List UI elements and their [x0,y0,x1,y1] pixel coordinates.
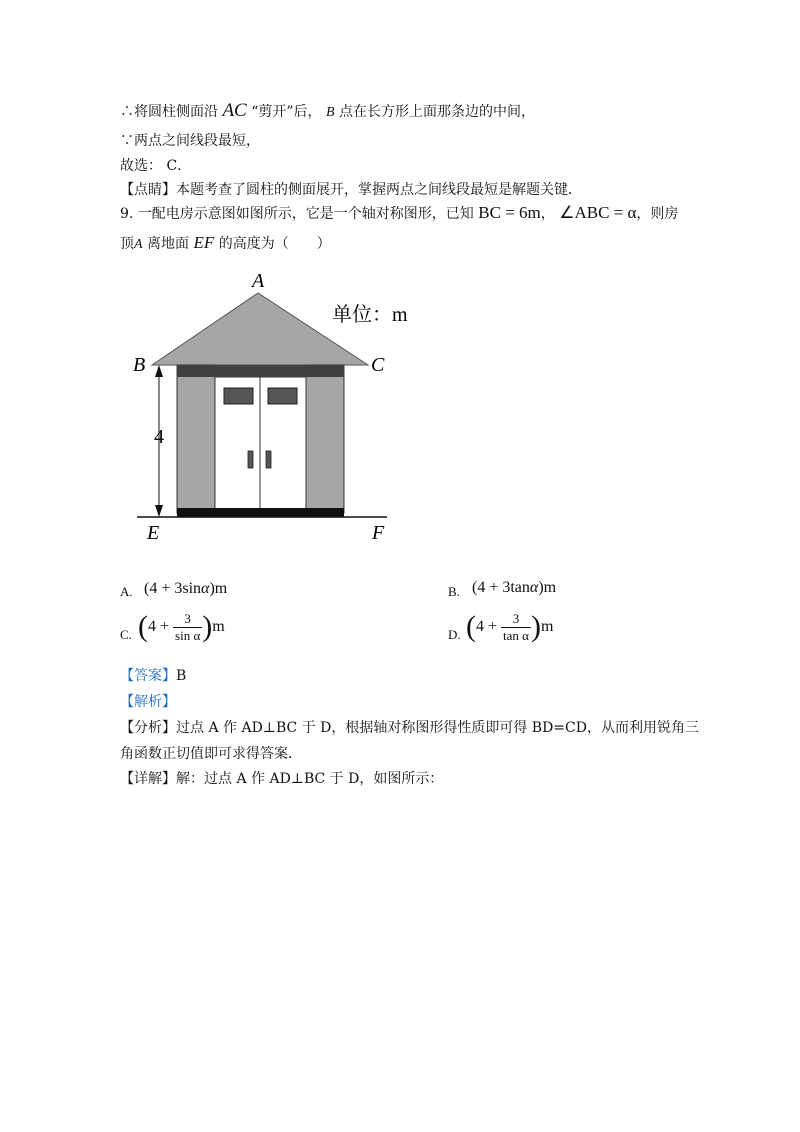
xiangjie-tag: 【详解】 [120,771,176,787]
prev-solution-line-1: ∴将圆柱侧面沿 AC “剪开”后， B 点在长方形上面那条边的中间， [120,100,535,121]
fenxi-line-1: 【分析】过点 A 作 AD⊥BC 于 D，根据轴对称图形得性质即可得 BD=CD，从而利用锐角三 [120,720,699,736]
arrow-up [155,365,163,377]
comment-text: 本题考查了圆柱的侧面展开，掌握两点之间线段最短是解题关键． [176,182,582,198]
beam [177,365,344,377]
option-a-label: A. [120,584,133,599]
option-b[interactable]: (4 + 3tanα)m [472,579,557,596]
right-wall [306,365,344,513]
label-C: C [371,354,385,376]
base-strip [177,508,344,517]
fenxi-tag: 【分析】 [120,720,176,736]
option-c-label: C. [120,627,132,642]
option-c-fraction: $\frac{3}{\text{sin α}}$ [175,610,201,643]
comment-line [120,179,582,199]
xiangjie-line: 【详解】解：过点 A 作 AD⊥BC 于 D，如图所示： [120,771,444,787]
question-number: 9. [120,206,134,222]
option-d-fraction: $\frac{3}{\text{tan α}}$ [503,610,529,643]
question-line-2: 顶A 离地面 EF 的高度为（ ） [120,233,331,252]
prev-solution-line-2: ∵两点之间线段最短， [120,133,260,149]
answer-tag: 【答案】 [120,668,176,684]
analysis-tag: 【解析】 [120,694,176,710]
option-d[interactable]: (4 + $\frac{3}{\text{tan α}}$ )m [466,610,554,643]
answer-value: B [176,668,187,684]
door-handle-left [248,451,253,468]
height-label: 4 [154,426,164,448]
answer-line [120,665,186,685]
arrow-down [155,505,163,517]
door-window-right [268,388,297,404]
option-d-label: D. [448,627,461,642]
house-figure [125,265,425,550]
door-handle-right [266,451,271,468]
door-window-left [224,388,253,404]
comment-tag: 【点睛】 [120,182,176,198]
label-A: A [252,270,265,292]
question-line-1: 9. 一配电房示意图如图所示，它是一个轴对称图形，已知 BC = 6m， ∠ABC = α，则房 [120,203,679,222]
label-F: F [372,522,385,544]
label-E: E [147,522,160,544]
option-b-label: B. [448,584,460,599]
option-c[interactable]: (4 + $\frac{3}{\text{sin α}}$ )m [138,610,225,643]
label-B: B [133,354,146,376]
left-wall [177,365,215,513]
unit-label: 单位：m [332,304,408,326]
prev-solution-line-3: 故选： C． [120,158,192,174]
fenxi-line-2: 角函数正切值即可求得答案． [120,746,302,762]
option-a[interactable]: (4 + 3sinα)m [144,580,228,597]
